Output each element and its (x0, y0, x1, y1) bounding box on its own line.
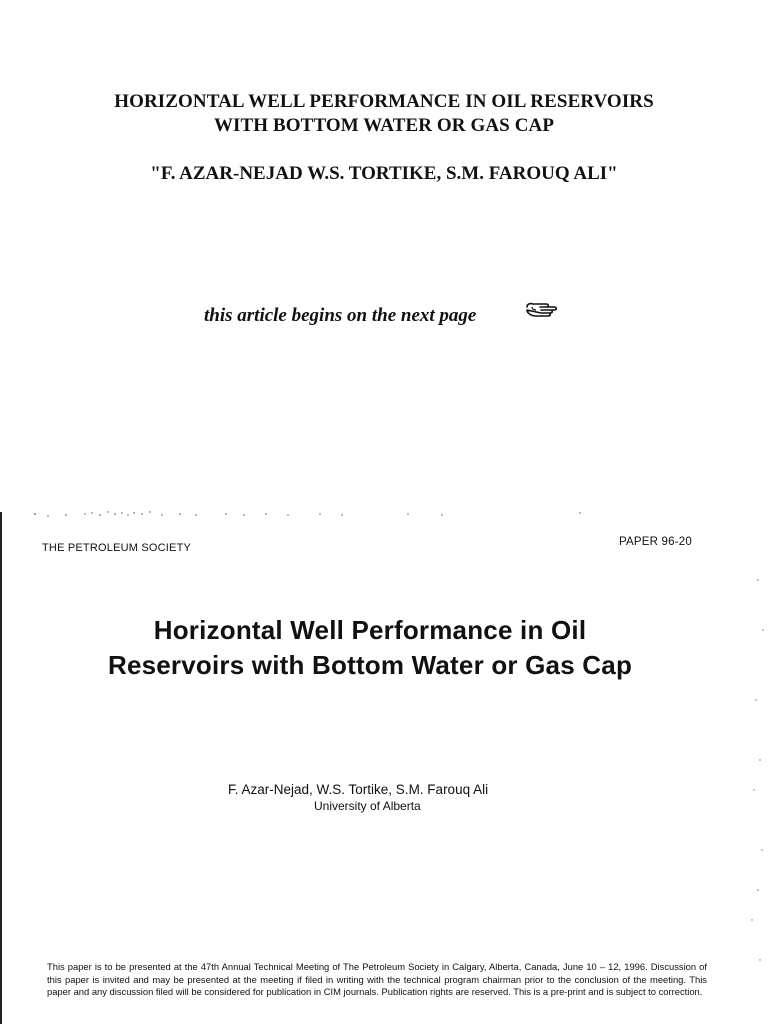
cover-authors: "F. AZAR-NEJAD W.S. TORTIKE, S.M. FAROUQ ALI" (150, 163, 618, 184)
paper-title-line-1: Horizontal Well Performance in Oil (153, 615, 587, 645)
presentation-footnote: This paper is to be presented at the 47th Annual Technical Meeting of The Petroleum Society in Calgary, Alberta, Canada, June 10 – 12, 1996. Discussion of this paper is invited and may be presented at the meeting if filed in writing with the technical program chairman prior to the conclusion of the meeting. This paper and any discussion filed will be considered for publication in CIM journals. Publication rights are reserved. This is a pre-print and is subject to correction. (47, 961, 707, 997)
cover-page (0, 0, 768, 505)
author-affiliation: University of Alberta (314, 799, 421, 813)
pointing-hand-icon (524, 298, 562, 322)
cover-note: this article begins on the next page (204, 305, 477, 326)
paper-title-line-2: Reservoirs with Bottom Water or Gas Cap (107, 650, 633, 680)
paper-authors: F. Azar-Nejad, W.S. Tortike, S.M. Farouq Ali (228, 782, 489, 797)
paper-number: PAPER 96-20 (619, 536, 692, 548)
paper-title (0, 613, 740, 683)
paper-page (0, 505, 768, 1024)
cover-title-line-2: WITH BOTTOM WATER OR GAS CAP (213, 115, 555, 136)
society-name: THE PETROLEUM SOCIETY (42, 542, 192, 554)
cover-title (0, 90, 768, 138)
cover-title-line-1: HORIZONTAL WELL PERFORMANCE IN OIL RESERVOIRS (114, 91, 654, 112)
